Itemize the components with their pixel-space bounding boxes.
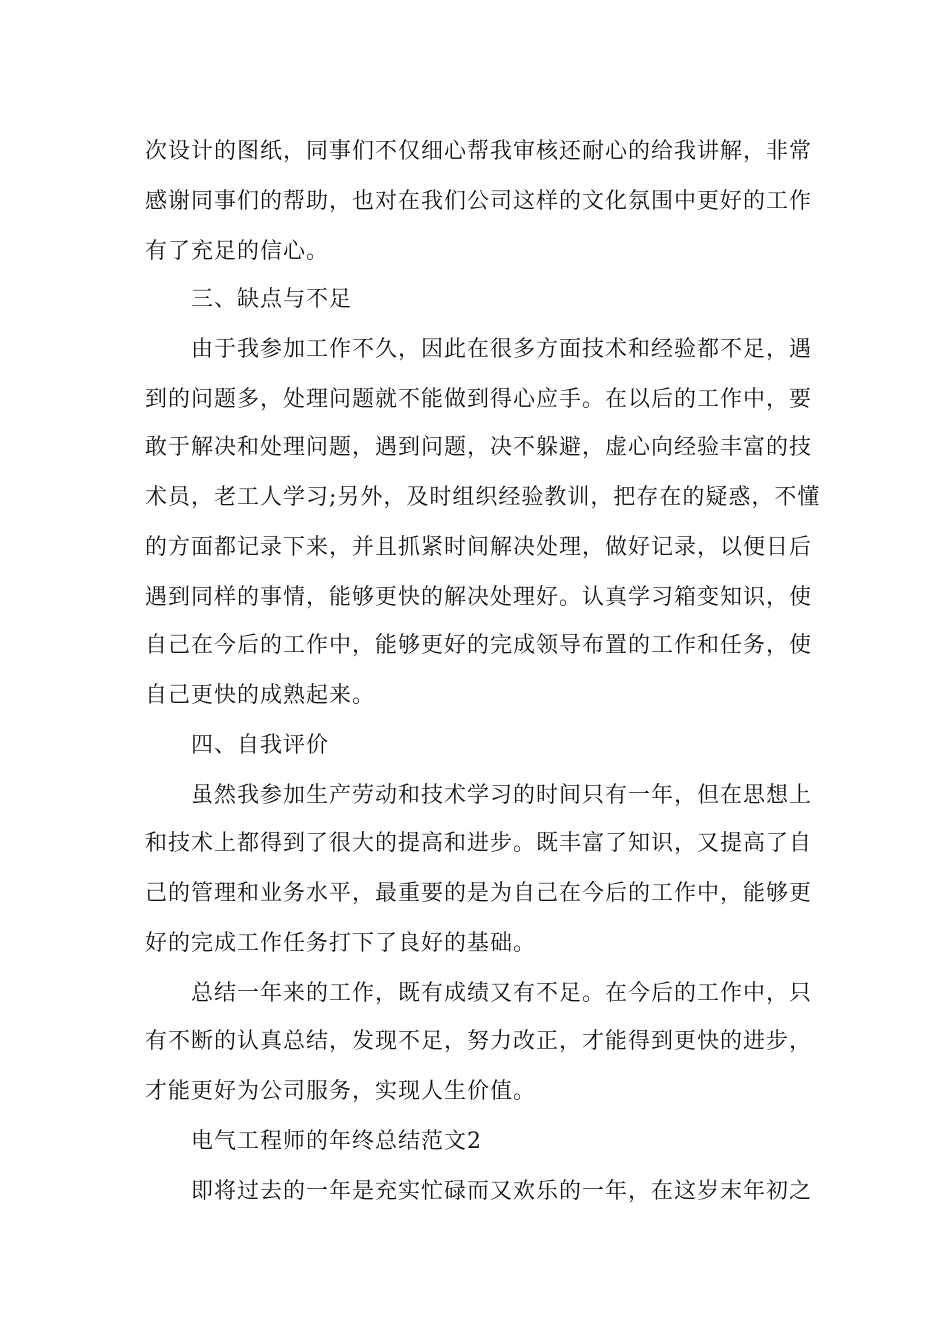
article-title: 电气工程师的年终总结范文2	[191, 1129, 482, 1154]
body-line: 感谢同事们的帮助，也对在我们公司这样的文化氛围中更好的工作	[145, 189, 813, 214]
body-line: 术员，老工人学习;另外，及时组织经验教训，把存在的疑惑，不懂	[145, 485, 821, 510]
body-line: 有了充足的信心。	[145, 239, 330, 264]
body-line: 自己在今后的工作中，能够更好的完成领导布置的工作和任务，使	[145, 633, 813, 658]
body-line: 敢于解决和处理问题，遇到问题，决不躲避，虚心向经验丰富的技	[145, 435, 813, 460]
body-line: 次设计的图纸，同事们不仅细心帮我审核还耐心的给我讲解，非常	[145, 139, 813, 164]
body-line: 总结一年来的工作，既有成绩又有不足。在今后的工作中，只	[191, 981, 813, 1006]
body-line: 己的管理和业务水平，最重要的是为自己在今后的工作中，能够更	[145, 881, 813, 906]
body-line: 即将过去的一年是充实忙碌而又欢乐的一年，在这岁末年初之	[191, 1179, 813, 1204]
section-heading: 四、自我评价	[191, 733, 330, 758]
body-line: 好的完成工作任务打下了良好的基础。	[145, 931, 537, 956]
body-line: 才能更好为公司服务，实现人生价值。	[145, 1079, 537, 1104]
body-line: 的方面都记录下来，并且抓紧时间解决处理，做好记录，以便日后	[145, 535, 813, 560]
body-line: 虽然我参加生产劳动和技术学习的时间只有一年，但在思想上	[191, 783, 813, 808]
body-line: 有不断的认真总结，发现不足，努力改正，才能得到更快的进步，	[145, 1029, 813, 1054]
body-line: 由于我参加工作不久，因此在很多方面技术和经验都不足，遇	[191, 337, 813, 362]
section-heading: 三、缺点与不足	[191, 287, 353, 312]
body-line: 遇到同样的事情，能够更快的解决处理好。认真学习箱变知识，使	[145, 585, 813, 610]
body-line: 自己更快的成熟起来。	[145, 683, 376, 708]
body-line: 和技术上都得到了很大的提高和进步。既丰富了知识，又提高了自	[145, 831, 813, 856]
body-line: 到的问题多，处理问题就不能做到得心应手。在以后的工作中，要	[145, 387, 813, 412]
